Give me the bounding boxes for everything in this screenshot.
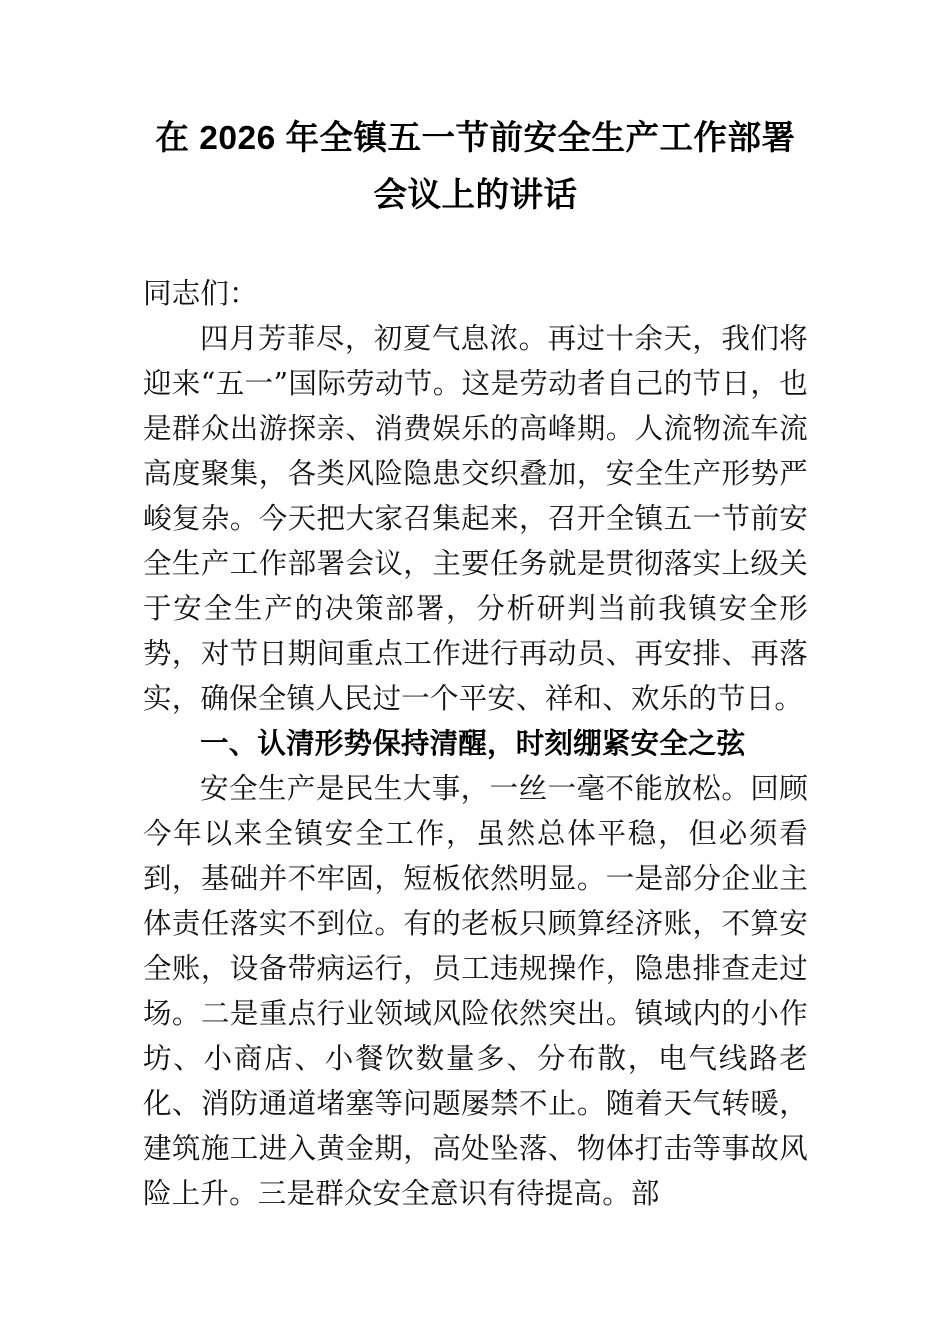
page-title-line-1: 在 2026 年全镇五一节前安全生产工作部署 [155,120,796,157]
document-content [143,0,808,1216]
section-one-heading: 一、认清形势保持清醒，时刻绷紧安全之弦 [200,726,746,760]
page-title-line-2: 会议上的讲话 [373,177,578,214]
section-one-paragraph: 安全生产是民生大事，一丝一毫不能放松。回顾今年以来全镇安全工作，虽然总体平稳，但必须看到，基础并不牢固，短板依然明显。一是部分企业主体责任落实不到位。有的老板只顾算经济账，不算安全账，设备带病运行，员工违规操作，隐患排查走过场。二是重点行业领域风险依然突出。镇域内的小作坊、小商店、小餐饮数量多、分布散，电气线路老化、消防通道堵塞等问题屡禁不止。随着天气转暖，建筑施工进入黄金期，高处坠落、物体打击等事故风险上升。三是群众安全意识有待提高。部 [143,772,808,1210]
salutation: 同志们： [143,277,258,310]
page-title [143,0,808,224]
opening-paragraph: 四月芳菲尽，初夏气息浓。再过十余天，我们将迎来“五一”国际劳动节。这是劳动者自己的节日，也是群众出游探亲、消费娱乐的高峰期。人流物流车流高度聚集，各类风险隐患交织叠加，安全生产形势严峻复杂。今天把大家召集起来，召开全镇五一节前安全生产工作部署会议，主要任务就是贯彻落实上级关于安全生产的决策部署，分析研判当前我镇安全形势，对节日期间重点工作进行再动员、再安排、再落实，确保全镇人民过一个平安、祥和、欢乐的节日。 [143,322,808,715]
